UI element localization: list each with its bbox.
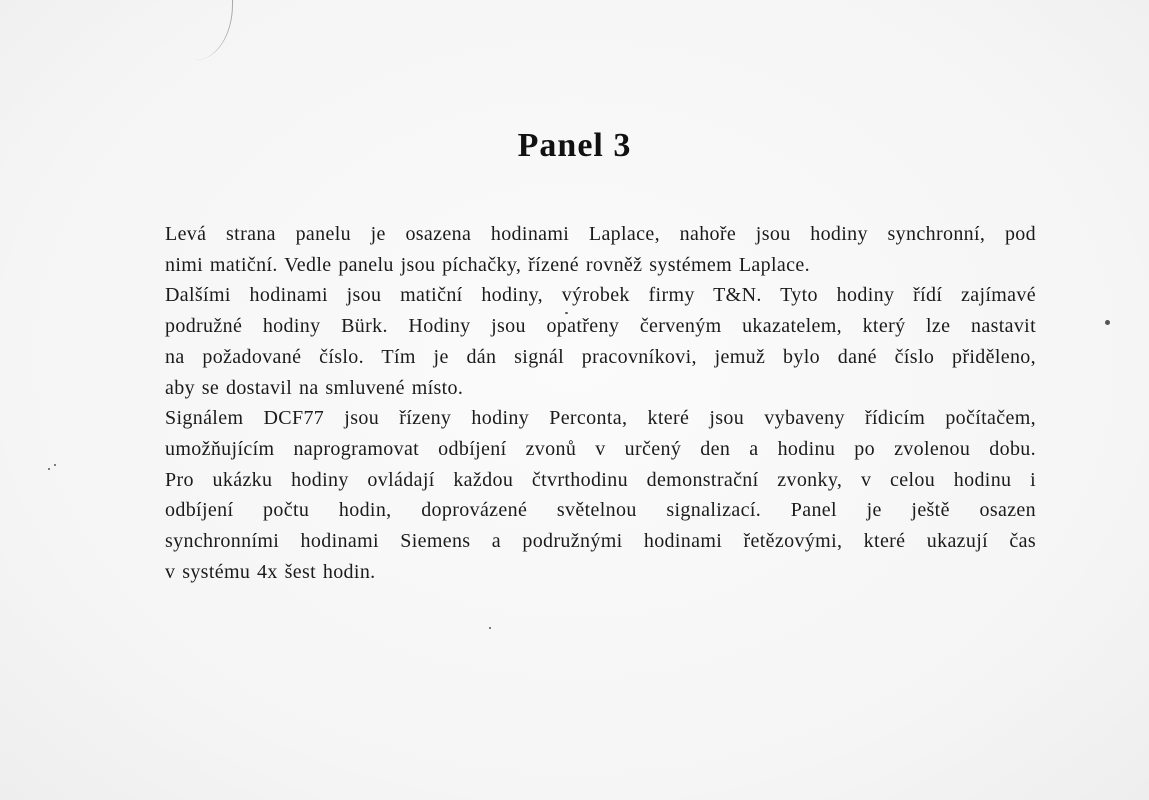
body-paragraphs — [165, 219, 1036, 587]
text-line: na požadované číslo. Tím je dán signál pracovníkovi, jemuž bylo dané číslo přiděleno, — [165, 345, 1036, 368]
text-line: synchronními hodinami Siemens a podružnými hodinami řetězovými, které ukazují čas — [165, 530, 1036, 553]
scan-speck — [54, 464, 56, 466]
scan-speck — [489, 627, 491, 629]
text-line: Levá strana panelu je osazena hodinami Laplace, nahoře jsou hodiny synchronní, pod — [165, 223, 1036, 245]
text-line: odbíjení počtu hodin, doprovázené světelnou signalizací. Panel je ještě osazen — [165, 499, 1036, 522]
scan-speck — [1105, 320, 1110, 325]
scan-speck — [48, 468, 50, 470]
text-line: podružné hodiny Bürk. Hodiny jsou opatřeny červeným ukazatelem, který lze nastavit — [165, 315, 1036, 338]
paper-curl-mark — [196, 0, 233, 60]
text-line: Signálem DCF77 jsou řízeny hodiny Perconta, které jsou vybaveny řídicím počítačem, — [165, 407, 1036, 430]
text-line: Dalšími hodinami jsou matiční hodiny, výrobek firmy T&N. Tyto hodiny řídí zajímavé — [165, 284, 1036, 307]
text-line: aby se dostavil na smluvené místo. — [165, 376, 464, 399]
text-line: Pro ukázku hodiny ovládají každou čtvrthodinu demonstrační zvonky, v celou hodinu i — [165, 468, 1036, 491]
page-title: Panel 3 — [517, 126, 632, 164]
text-line: v systému 4x šest hodin. — [165, 560, 376, 583]
text-line: nimi matiční. Vedle panelu jsou píchačky, řízené rovněž systémem Laplace. — [165, 253, 810, 276]
text-line: umožňujícím naprogramovat odbíjení zvonů v určený den a hodinu po zvolenou dobu. — [165, 437, 1036, 460]
